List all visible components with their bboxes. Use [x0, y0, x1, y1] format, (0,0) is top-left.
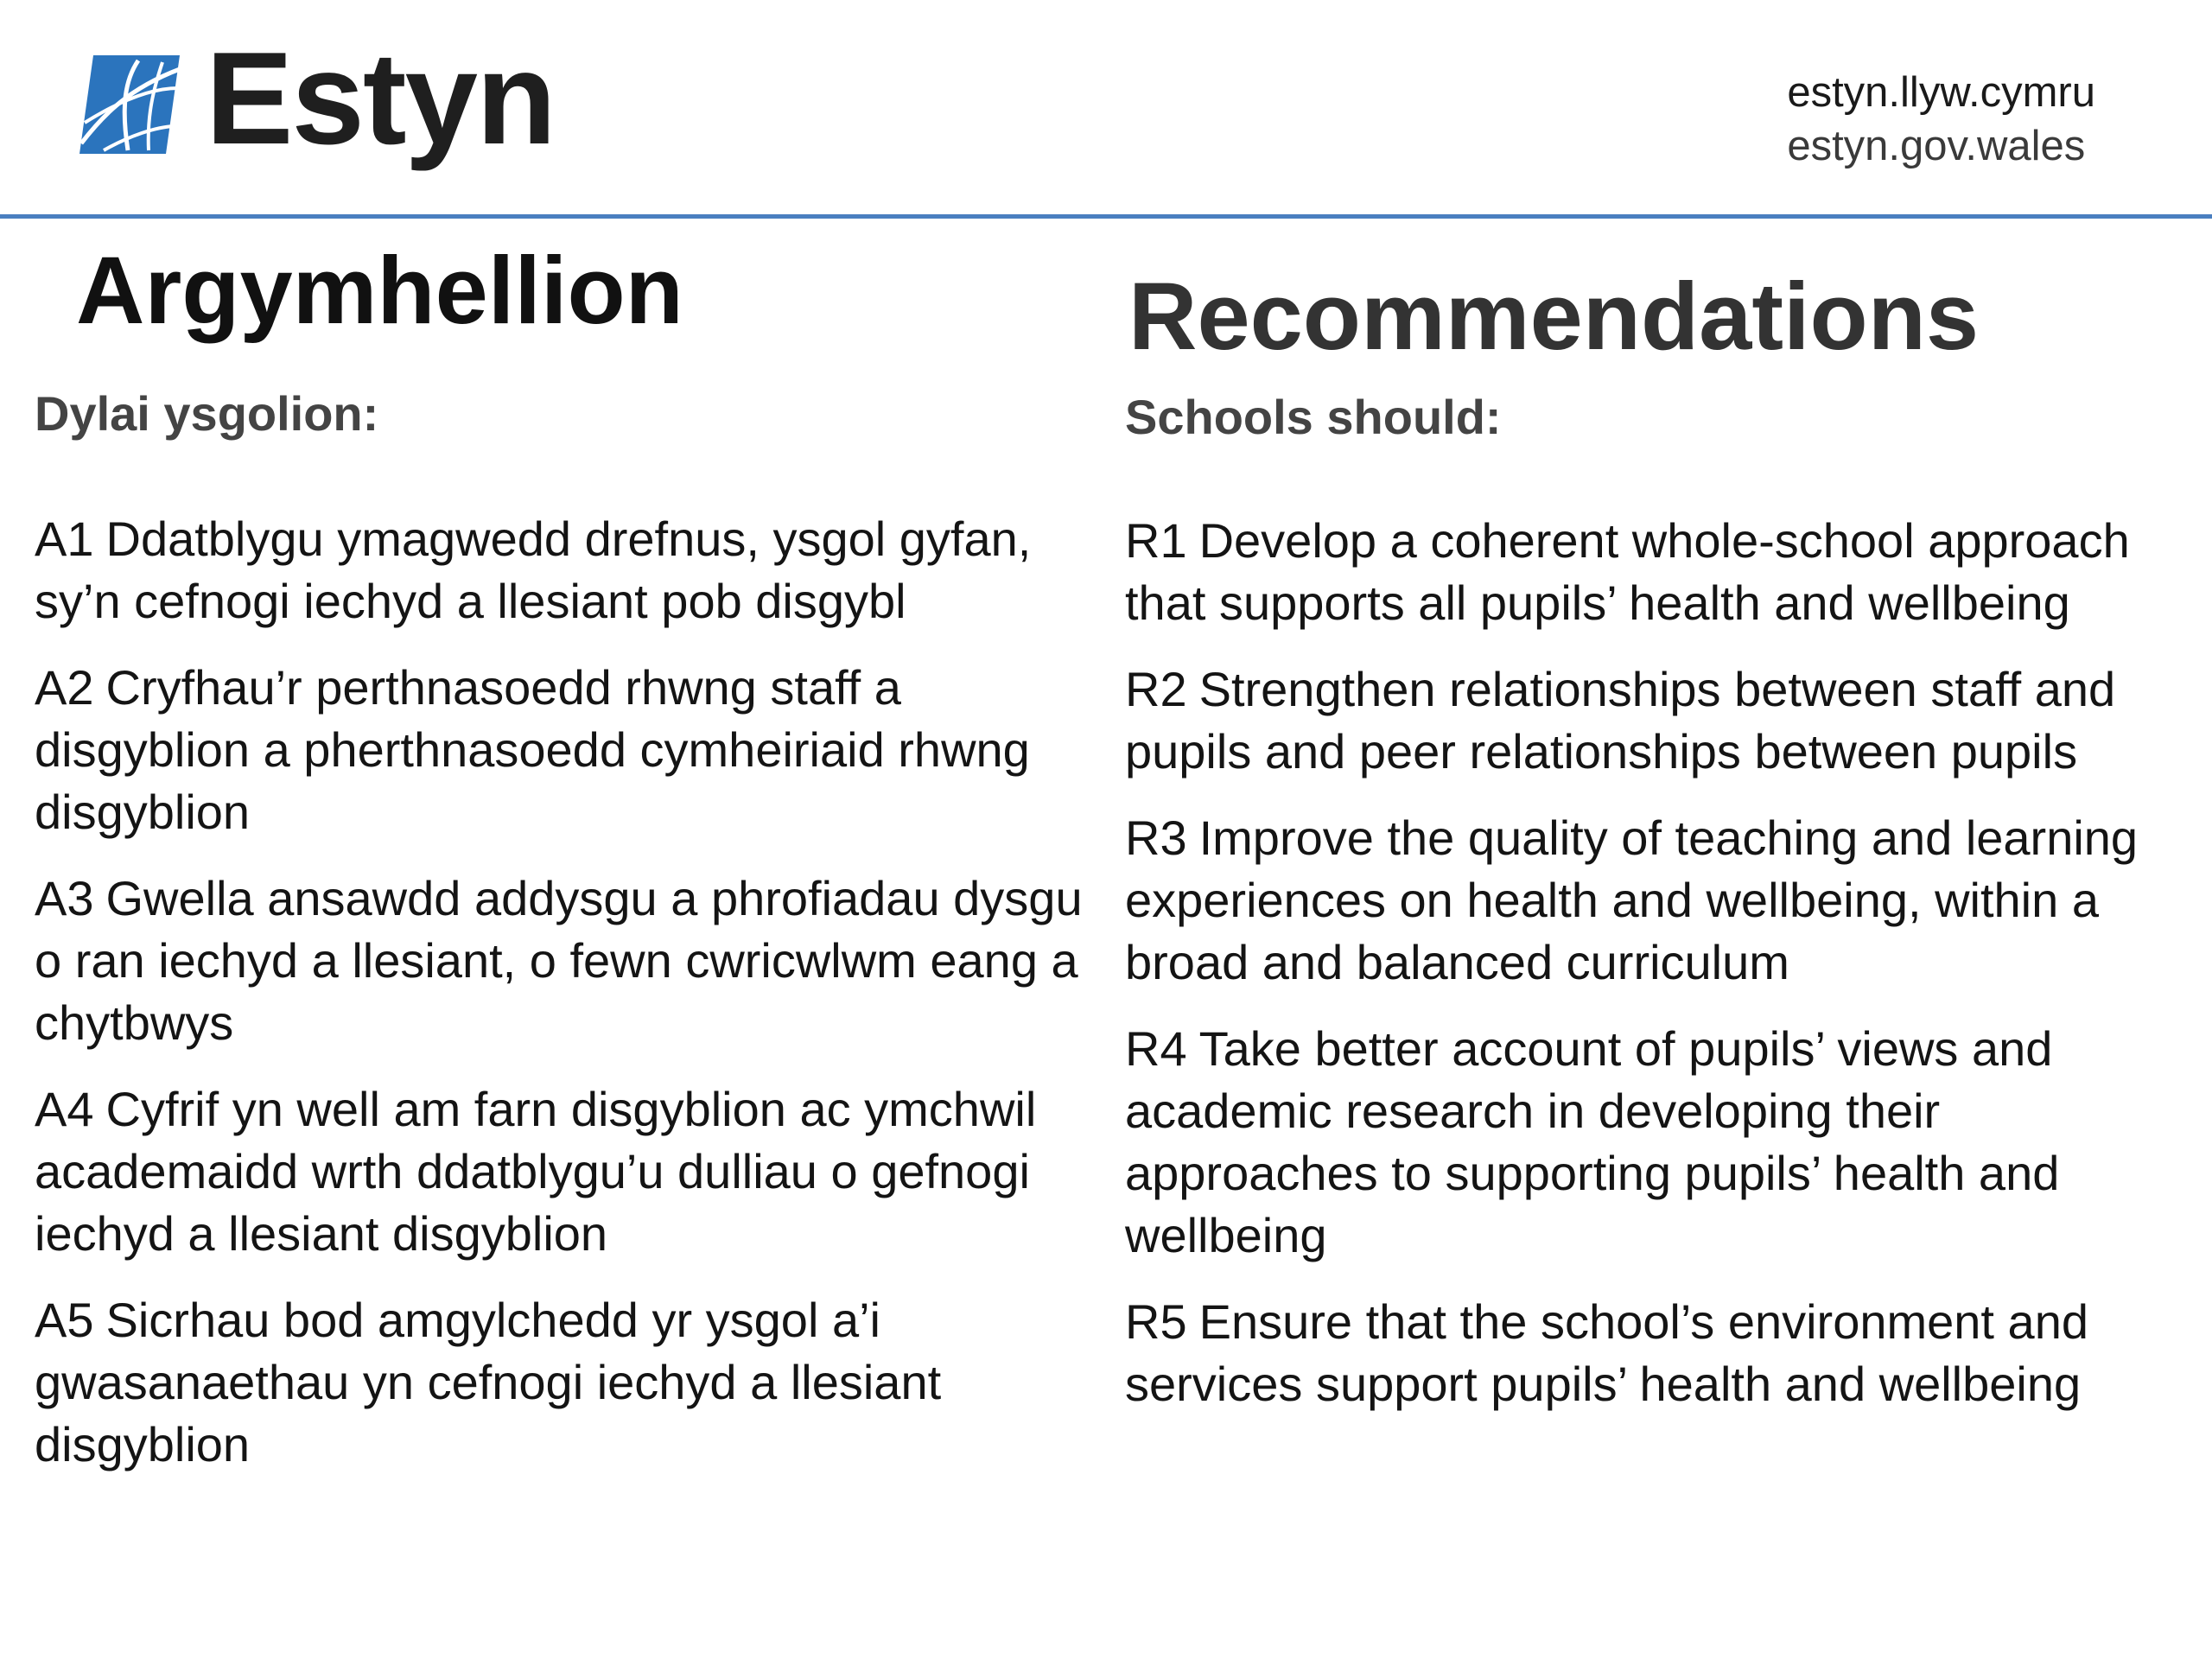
recommendation-text: Take better account of pupils’ views and academic research in developing their approaches to supporting pupils’ health and wellbeing	[1125, 1021, 2060, 1262]
recommendation-item	[35, 1289, 1089, 1476]
recommendation-item	[35, 657, 1089, 843]
page-header	[0, 0, 2212, 216]
recommendation-code: R3	[1125, 810, 1187, 865]
recommendation-item	[35, 508, 1089, 632]
welsh-title: Argymhellion	[76, 238, 683, 344]
recommendation-text: Cyfrif yn well am farn disgyblion ac ymchwil academaidd wrth ddatblygu’u dulliau o gefnogi iechyd a llesiant disgyblion	[35, 1082, 1037, 1261]
recommendation-code: A1	[35, 512, 94, 566]
english-recommendations-list	[1125, 510, 2196, 1440]
recommendation-item	[1125, 1018, 2196, 1267]
recommendation-code: A5	[35, 1293, 94, 1347]
recommendation-code: A3	[35, 871, 94, 925]
recommendation-text: Sicrhau bod amgylchedd yr ysgol a’i gwasanaethau yn cefnogi iechyd a llesiant disgyblion	[35, 1293, 942, 1471]
recommendation-text: Ddatblygu ymagwedd drefnus, ysgol gyfan, sy’n cefnogi iechyd a llesiant pob disgybl	[35, 512, 1032, 628]
recommendation-code: R2	[1125, 662, 1187, 716]
recommendation-code: A4	[35, 1082, 94, 1136]
recommendation-code: R5	[1125, 1294, 1187, 1349]
english-title: Recommendations	[1128, 264, 1980, 370]
logo-wordmark: Estyn	[206, 25, 555, 172]
recommendation-text: Ensure that the school’s environment and services support pupils’ health and wellbeing	[1125, 1294, 2088, 1411]
recommendation-code: R1	[1125, 513, 1187, 568]
recommendation-item	[35, 1078, 1089, 1265]
estyn-logo-icon	[78, 54, 181, 156]
recommendation-item	[1125, 510, 2196, 634]
header-divider	[0, 214, 2212, 219]
recommendation-text: Gwella ansawdd addysgu a phrofiadau dysgu o ran iechyd a llesiant, o fewn cwricwlwm eang a chytbwys	[35, 871, 1083, 1050]
recommendation-text: Cryfhau’r perthnasoedd rhwng staff a disgyblion a pherthnasoedd cymheiriaid rhwng disgyblion	[35, 660, 1030, 839]
recommendation-code: R4	[1125, 1021, 1187, 1076]
url-welsh[interactable]: estyn.llyw.cymru	[1787, 69, 2095, 116]
english-subtitle: Schools should:	[1125, 390, 1502, 444]
recommendation-item	[1125, 658, 2196, 783]
welsh-subtitle: Dylai ysgolion:	[35, 386, 379, 441]
welsh-recommendations-list	[35, 508, 1089, 1500]
recommendation-code: A2	[35, 660, 94, 715]
recommendation-item	[1125, 807, 2196, 994]
recommendation-text: Strengthen relationships between staff and pupils and peer relationships between pupils	[1125, 662, 2116, 779]
url-english[interactable]: estyn.gov.wales	[1787, 123, 2086, 169]
recommendation-text: Improve the quality of teaching and learning experiences on health and wellbeing, within a broad and balanced curriculum	[1125, 810, 2139, 989]
recommendation-text: Develop a coherent whole-school approach that supports all pupils’ health and wellbeing	[1125, 513, 2130, 630]
site-urls	[1787, 66, 2095, 173]
recommendation-item	[1125, 1291, 2196, 1415]
recommendation-item	[35, 868, 1089, 1054]
